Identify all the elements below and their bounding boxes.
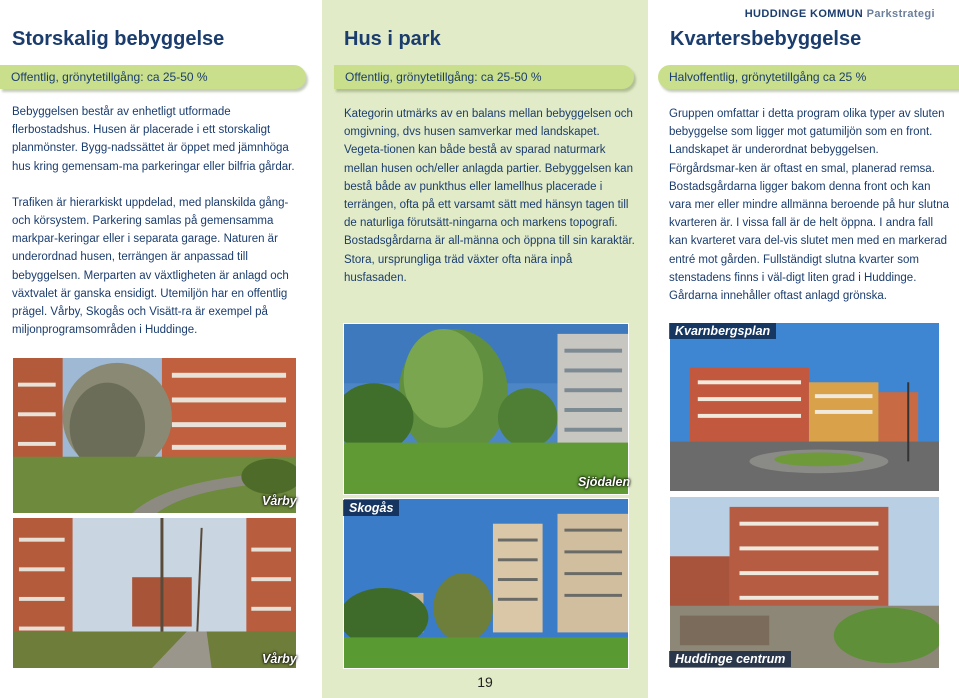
text-storskalig <box>12 103 308 357</box>
photo-skogas <box>343 498 629 669</box>
photo-label-kvarnbergsplan: Kvarnbergsplan <box>669 323 776 339</box>
photo-label-sjodalen: Sjödalen <box>578 475 631 489</box>
band-storskalig: Offentlig, grönytetillgång: ca 25-50 % <box>0 65 306 89</box>
photo-label-huddinge-centrum: Huddinge centrum <box>669 651 791 667</box>
title-hus-i-park: Hus i park <box>344 28 441 50</box>
brand-sub: Parkstrategi <box>866 8 935 20</box>
photo-label-varby-1: Vårby <box>262 494 297 508</box>
page-number: 19 <box>477 674 493 690</box>
brand-header <box>745 8 935 20</box>
photo-label-varby-2: Vårby <box>262 652 297 666</box>
photo-sjodalen <box>343 323 629 495</box>
title-kvarter: Kvartersbebyggelse <box>670 28 862 50</box>
photo-varby-2 <box>12 517 297 669</box>
photo-label-skogas: Skogås <box>343 500 399 516</box>
paragraph: Bebyggelsen består av enhetligt utformade flerbostadshus. Husen är placerade i ett storskaligt planmönster. Bygg-nadssättet är öppet med jämnhöga hus kring gemensam-ma parkeringar eller bilfria gårdar. <box>12 106 295 173</box>
band-kvarter: Halvoffentlig, grönytetillgång ca 25 % <box>658 65 959 89</box>
photo-huddinge-centrum <box>669 496 940 669</box>
paragraph: Kategorin utmärks av en balans mellan bebyggelsen och omgivning, dvs husen samverkar med landskapet. Vegeta-tionen kan både bestå av sparad naturmark mellan husen och/eller anlagda partier. Bebyggelsen kan bestå både av punkthus eller lamellhus placerade i terrängen, ofta på ett varsamt sätt med hänsyn tagen till de naturliga förutsätt-ningarna och markens topografi. Bostadsgårdarna är all-männa och öppna till sin karaktär. Stora, ursprungliga träd växter ofta nära inpå husfasaden. <box>344 108 635 284</box>
text-hus-i-park <box>344 105 636 305</box>
photo-kvarnbergsplan <box>669 322 940 492</box>
paragraph: Gruppen omfattar i detta program olika typer av sluten bebyggelse som ligger mot gatumiljön som en front. Landskapet är underordnat bebyggelsen. Förgårdsmar-ken är oftast en smal, planerad remsa. Bostadsgårdarna ligger bakom denna front och kan vara mer eller mindre allmänna beroende på hur slutna kvarteren är. I vissa fall är de helt öppna. I andra fall kan kvarteret vara del-vis slutet men med en markerad entré mot gården. Fullständigt slutna kvarter som stenstadens finns i väl-digt liten grad i Huddinge. Gårdarna innehåller oftast anlagd grönska. <box>669 108 949 303</box>
photo-varby-1 <box>12 357 297 514</box>
title-storskalig: Storskalig bebyggelse <box>12 28 225 50</box>
text-kvarter <box>669 105 951 323</box>
brand-name: HUDDINGE KOMMUN <box>744 8 864 20</box>
paragraph: Trafiken är hierarkiskt uppdelad, med planskilda gång- och körsystem. Parkering samlas på gemensamma markpar-keringar eller i separata garage. Naturen är underordnad husen, terrängen är anpassad till bebyggelsen. Merparten av växtligheten är anlagd och växtvalet är ganska ensidigt. Utemiljön har en offentlig prägel. Vårby, Skogås och Visätt-ra är exempel på miljonprogramsområden i Huddinge. <box>12 196 289 337</box>
band-hus-i-park: Offentlig, grönytetillgång: ca 25-50 % <box>334 65 634 89</box>
